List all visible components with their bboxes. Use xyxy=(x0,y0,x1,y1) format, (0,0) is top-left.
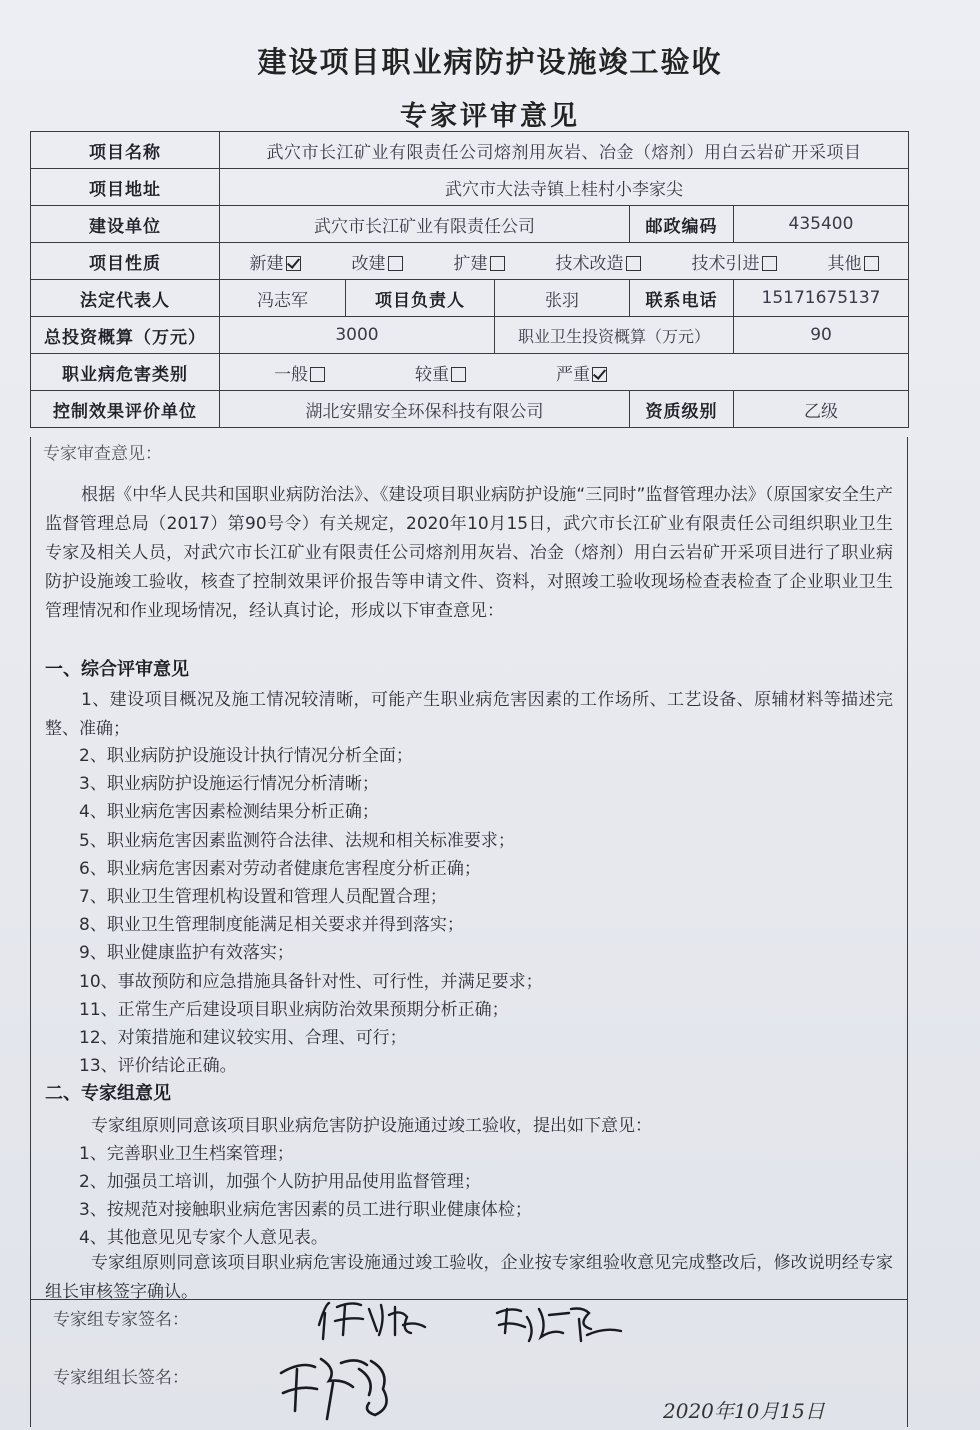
section1-item-1: 1、建设项目概况及施工情况较清晰，可能产生职业病危害因素的工作场所、工艺设备、原辅材料等描述完整、准确； xyxy=(45,690,893,739)
section1-item: 7、职业卫生管理机构设置和管理人员配置合理； xyxy=(79,887,447,907)
checkbox-checked-icon[interactable] xyxy=(286,256,301,271)
row-project-name xyxy=(31,132,909,169)
nature-label: 项目性质 xyxy=(31,243,220,280)
project-name-label: 项目名称 xyxy=(31,132,220,169)
checkbox-empty-icon[interactable] xyxy=(626,256,641,271)
project-info-table xyxy=(30,131,909,428)
checkbox-empty-icon[interactable] xyxy=(762,256,777,271)
expert-signature-1 xyxy=(311,1295,441,1345)
section1-item: 13、评价结论正确。 xyxy=(79,1056,237,1076)
oh-investment-label: 职业卫生投资概算（万元） xyxy=(495,317,734,354)
section1-item: 8、职业卫生管理制度能满足相关要求并得到落实； xyxy=(79,915,464,935)
section1-item: 3、职业病防护设施运行情况分析清晰； xyxy=(79,774,379,794)
nature-option-tech-import[interactable]: 技术引进 xyxy=(692,249,777,274)
signature-date: 2020年10月15日 xyxy=(663,1399,825,1423)
hazard-option-general[interactable]: 一般 xyxy=(274,360,325,385)
row-investment xyxy=(31,317,909,354)
nature-option-rebuild[interactable]: 改建 xyxy=(352,249,403,274)
evaluator-value: 湖北安鼎安全环保科技有限公司 xyxy=(220,391,630,428)
opinion-intro: 根据《中华人民共和国职业病防治法》、《建设项目职业病防护设施“三同时”监督管理办法》（原国家安全生产监督管理总局（2017）第90号令）有关规定，2020年10月15日，武穴市长江矿业有限责任公司组织职业卫生专家及相关人员，对武穴市长江矿业有限责任公司熔剂用灰岩、冶金（熔剂）用白云岩矿开采项目进行了职业病防护设施竣工验收，核查了控制效果评价报告等申请文件、资料，对照竣工验收现场检查表检查了企业职业卫生管理情况和作业现场情况，经认真讨论，形成以下审查意见： xyxy=(45,485,893,621)
builder-value: 武穴市长江矿业有限责任公司 xyxy=(220,206,630,243)
section1-item: 10、事故预防和应急措施具备针对性、可行性，并满足要求； xyxy=(79,972,543,992)
evaluator-label: 控制效果评价单位 xyxy=(31,391,220,428)
section1-item: 6、职业病危害因素对劳动者健康危害程度分析正确； xyxy=(79,859,481,879)
row-address xyxy=(31,169,909,206)
hazard-label: 职业病危害类别 xyxy=(31,354,220,391)
checkbox-empty-icon[interactable] xyxy=(864,256,879,271)
nature-option-tech-upgrade[interactable]: 技术改造 xyxy=(556,249,641,274)
manager-label: 项目负责人 xyxy=(346,280,495,317)
investment-value: 3000 xyxy=(220,317,495,354)
row-legal-rep xyxy=(31,280,909,317)
signature-divider xyxy=(31,1299,907,1300)
nature-options xyxy=(224,249,904,274)
address-label: 项目地址 xyxy=(31,169,220,206)
opinion-section xyxy=(30,437,908,1427)
postcode-label: 邮政编码 xyxy=(630,206,734,243)
checkbox-checked-icon[interactable] xyxy=(592,367,607,382)
qualification-label: 资质级别 xyxy=(630,391,734,428)
qualification-value: 乙级 xyxy=(734,391,909,428)
leader-signature-label: 专家组组长签名： xyxy=(53,1368,189,1388)
section2-intro: 专家组原则同意该项目职业病危害防护设施通过竣工验收，提出如下意见： xyxy=(91,1116,652,1136)
experts-signature-label: 专家组专家签名： xyxy=(53,1310,189,1330)
checkbox-empty-icon[interactable] xyxy=(451,367,466,382)
hazard-option-serious[interactable]: 较重 xyxy=(415,360,466,385)
suggestion-item: 3、按规范对接触职业病危害因素的员工进行职业健康体检； xyxy=(79,1200,532,1220)
section2-title: 二、专家组意见 xyxy=(45,1083,171,1104)
checkbox-empty-icon[interactable] xyxy=(490,256,505,271)
checkbox-empty-icon[interactable] xyxy=(310,367,325,382)
row-builder xyxy=(31,206,909,243)
project-name-value: 武穴市长江矿业有限责任公司熔剂用灰岩、冶金（熔剂）用白云岩矿开采项目 xyxy=(220,132,909,169)
phone-label: 联系电话 xyxy=(630,280,734,317)
builder-label: 建设单位 xyxy=(31,206,220,243)
section1-item: 4、职业病危害因素检测结果分析正确； xyxy=(79,802,379,822)
leader-signature xyxy=(271,1349,421,1425)
section1-item: 9、职业健康监护有效落实； xyxy=(79,943,294,963)
row-evaluator xyxy=(31,391,909,428)
checkbox-empty-icon[interactable] xyxy=(388,256,403,271)
nature-option-other[interactable]: 其他 xyxy=(828,249,879,274)
manager-value: 张羽 xyxy=(495,280,630,317)
opinion-label: 专家审查意见： xyxy=(43,444,162,464)
document-subtitle: 专家评审意见 xyxy=(400,101,580,132)
suggestion-item: 4、其他意见见专家个人意见表。 xyxy=(79,1228,328,1248)
nature-option-new[interactable]: 新建 xyxy=(250,249,301,274)
postcode-value: 435400 xyxy=(734,206,909,243)
document-title: 建设项目职业病防护设施竣工验收 xyxy=(257,45,723,79)
hazard-options xyxy=(224,360,904,385)
oh-investment-value: 90 xyxy=(734,317,909,354)
phone-value: 15171675137 xyxy=(734,280,909,317)
section1-item: 11、正常生产后建设项目职业病防治效果预期分析正确； xyxy=(79,1000,509,1020)
row-nature xyxy=(31,243,909,280)
row-hazard xyxy=(31,354,909,391)
hazard-option-severe[interactable]: 严重 xyxy=(556,360,607,385)
section1-item: 5、职业病危害因素监测符合法律、法规和相关标准要求； xyxy=(79,831,515,851)
nature-option-expand[interactable]: 扩建 xyxy=(454,249,505,274)
section1-title: 一、综合评审意见 xyxy=(45,659,189,680)
suggestion-item: 1、完善职业卫生档案管理； xyxy=(79,1144,294,1164)
legal-rep-label: 法定代表人 xyxy=(31,280,220,317)
section1-item: 12、对策措施和建议较实用、合理、可行； xyxy=(79,1028,407,1048)
suggestion-item: 2、加强员工培训，加强个人防护用品使用监督管理； xyxy=(79,1172,481,1192)
expert-signature-2 xyxy=(491,1299,631,1349)
legal-rep-value: 冯志军 xyxy=(220,280,346,317)
section1-item: 2、职业病防护设施设计执行情况分析全面； xyxy=(79,746,413,766)
investment-label: 总投资概算（万元） xyxy=(31,317,220,354)
address-value: 武穴市大法寺镇上桂村小李家尖 xyxy=(220,169,909,206)
conclusion: 专家组原则同意该项目职业病危害设施通过竣工验收，企业按专家组验收意见完成整改后，修改说明经专家组长审核签字确认。 xyxy=(45,1253,893,1302)
